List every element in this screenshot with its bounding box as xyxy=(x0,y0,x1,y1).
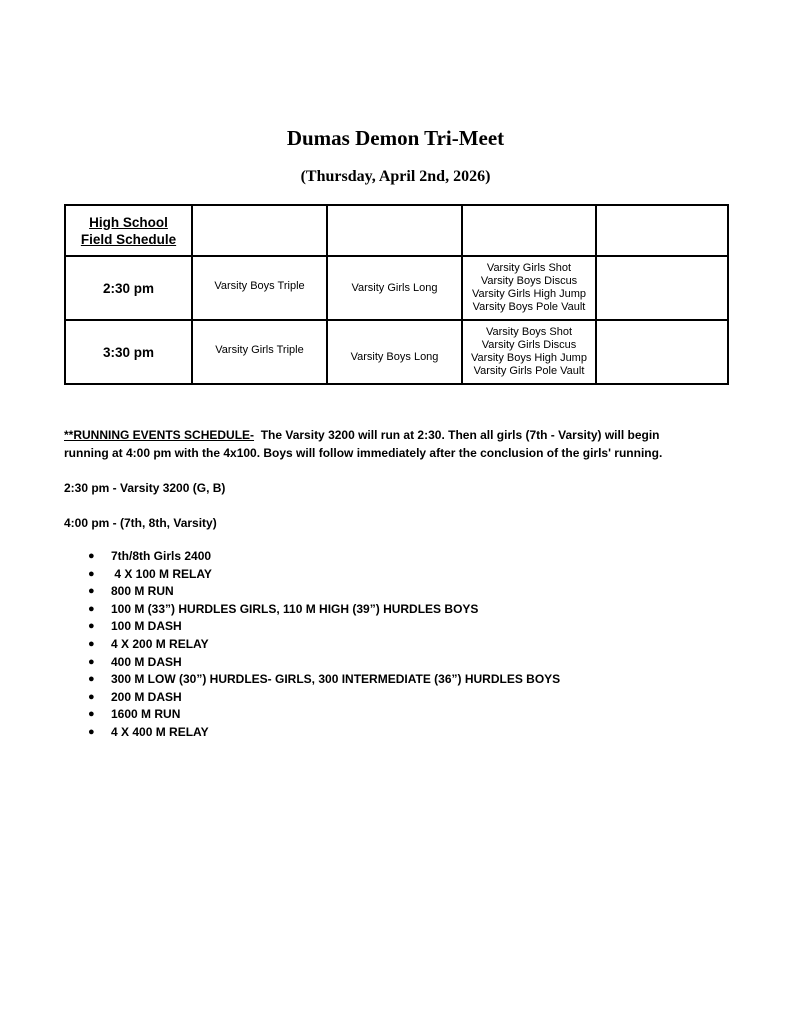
event-name: 4 X 100 M RELAY xyxy=(111,566,212,581)
empty-cell xyxy=(596,256,728,320)
event-name: 200 M DASH xyxy=(111,689,182,704)
event-name: 100 M (33”) HURDLES GIRLS, 110 M HIGH (39”) HURDLES BOYS xyxy=(111,601,479,616)
list-item xyxy=(64,724,744,742)
event-cell xyxy=(327,320,462,384)
empty-header-cell xyxy=(596,205,728,256)
running-start-line: 4:00 pm - (7th, 8th, Varsity) xyxy=(64,516,217,530)
field-schedule-table xyxy=(64,204,729,385)
bullet-icon: ● xyxy=(88,708,95,721)
event-text: Varsity Girls Long xyxy=(351,281,438,294)
event-name: 4 X 400 M RELAY xyxy=(111,724,209,739)
bullet-icon: ● xyxy=(88,620,95,633)
heading-line-1: High School xyxy=(89,214,168,230)
event-text: Varsity Girls Pole Vault xyxy=(473,364,585,377)
event-name: 4 X 200 M RELAY xyxy=(111,636,209,651)
event-text: Varsity Girls Discus xyxy=(481,339,577,352)
list-item xyxy=(64,689,744,707)
event-text: Varsity Girls High Jump xyxy=(471,288,587,300)
paragraph-line-2: running at 4:00 pm with the 4x100. Boys will follow immediately after the conclusion of the girls' running. xyxy=(64,446,663,460)
event-name: 7th/8th Girls 2400 xyxy=(111,549,212,563)
list-item xyxy=(64,654,744,672)
running-events-section xyxy=(64,426,744,742)
event-name: 400 M DASH xyxy=(111,654,182,669)
event-list-cell xyxy=(462,256,596,320)
event-cell xyxy=(192,256,327,320)
list-item xyxy=(64,618,744,636)
running-events-list xyxy=(64,548,744,742)
list-item xyxy=(64,583,744,601)
empty-cell xyxy=(596,320,728,384)
event-text: Varsity Girls Shot xyxy=(486,262,572,275)
bullet-icon: ● xyxy=(88,655,95,668)
running-events-text: The Varsity 3200 will run at 2:30. Then all girls (7th - Varsity) will begin xyxy=(260,428,660,442)
event-name: 100 M DASH xyxy=(111,619,182,634)
bullet-icon: ● xyxy=(88,602,95,615)
event-cell xyxy=(327,256,462,320)
empty-header-cell xyxy=(192,205,327,256)
event-text: Varsity Boys Shot xyxy=(486,326,572,339)
running-events-paragraph xyxy=(64,426,744,462)
varsity-3200-line: 2:30 pm - Varsity 3200 (G, B) xyxy=(64,481,226,495)
bullet-icon: ● xyxy=(88,725,95,738)
list-item xyxy=(64,548,744,566)
heading-line-2: Field Schedule xyxy=(80,231,177,247)
time-cell: 3:30 pm xyxy=(65,320,192,384)
event-text: Varsity Boys Pole Vault xyxy=(472,300,586,313)
event-name: 1600 M RUN xyxy=(111,707,181,722)
event-name: 800 M RUN xyxy=(111,584,174,599)
bullet-icon: ● xyxy=(88,567,95,580)
list-item xyxy=(64,601,744,619)
empty-header-cell xyxy=(462,205,596,256)
table-row xyxy=(65,256,728,320)
time-cell: 2:30 pm xyxy=(65,256,192,320)
event-cell xyxy=(192,320,327,384)
page-subtitle-date: (Thursday, April 2nd, 2026) xyxy=(300,168,491,185)
bullet-icon: ● xyxy=(88,585,95,598)
paragraph-line-1 xyxy=(64,426,744,444)
empty-header-cell xyxy=(327,205,462,256)
event-name: 300 M LOW (30”) HURDLES- GIRLS, 300 INTERMEDIATE (36”) HURDLES BOYS xyxy=(111,672,561,687)
bullet-icon: ● xyxy=(88,690,95,703)
event-list-cell xyxy=(462,320,596,384)
field-schedule-heading xyxy=(65,205,192,256)
table-header-row xyxy=(65,205,728,256)
running-events-lead: **RUNNING EVENTS SCHEDULE- xyxy=(64,428,255,442)
table-row xyxy=(65,320,728,384)
list-item xyxy=(64,706,744,724)
list-item xyxy=(64,636,744,654)
list-item xyxy=(64,671,744,689)
event-text: Varsity Boys Triple xyxy=(214,279,305,292)
bullet-icon: ● xyxy=(88,637,95,650)
page-title: Dumas Demon Tri-Meet xyxy=(286,126,505,150)
event-text: Varsity Boys Discus xyxy=(480,275,578,288)
event-text: Varsity Boys Long xyxy=(350,350,439,363)
list-item xyxy=(64,566,744,584)
event-text: Varsity Boys High Jump xyxy=(471,352,587,364)
event-text: Varsity Girls Triple xyxy=(215,343,304,356)
bullet-icon: ● xyxy=(88,550,95,562)
bullet-icon: ● xyxy=(88,673,95,686)
